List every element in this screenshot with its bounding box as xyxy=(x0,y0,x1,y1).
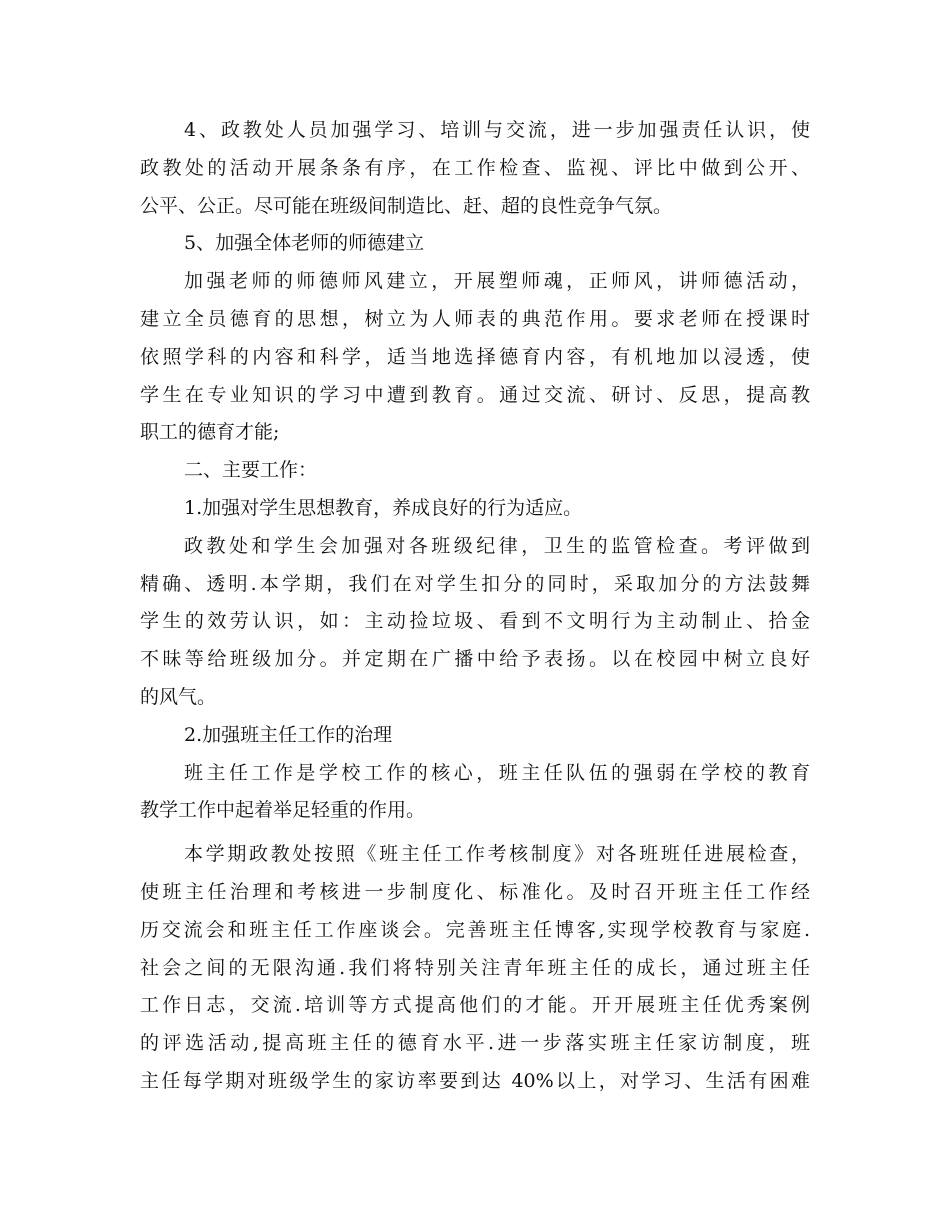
text-line: 政教处的活动开展条条有序，在工作检查、监视、评比中做到公开、 xyxy=(140,156,810,179)
text-line: 主任每学期对班级学生的家访率要到达 40%以上，对学习、生活有困难 xyxy=(140,1069,810,1092)
text-line: 使班主任治理和考核进一步制度化、标准化。及时召开班主任工作经 xyxy=(140,880,810,903)
text-line: 加强老师的师德师风建立，开展塑师魂，正师风，讲师德活动， xyxy=(184,270,810,293)
text-line: 本学期政教处按照《班主任工作考核制度》对各班班任进展检查， xyxy=(184,843,810,866)
text-line: 建立全员德育的思想，树立为人师表的典范作用。要求老师在授课时 xyxy=(140,307,810,330)
text-line: 班主任工作是学校工作的核心，班主任队伍的强弱在学校的教育 xyxy=(184,761,810,784)
text-line: 公平、公正。尽可能在班级间制造比、赶、超的良性竞争气氛。 xyxy=(140,194,673,217)
section-heading: 5、加强全体老师的师德建立 xyxy=(184,232,425,255)
text-line: 历交流会和班主任工作座谈会。完善班主任博客,实现学校教育与家庭. xyxy=(140,918,810,941)
text-line: 的风气。 xyxy=(140,685,217,708)
text-line: 依照学科的内容和科学，适当地选择德育内容，有机地加以浸透，使 xyxy=(140,345,810,368)
text-line: 政教处和学生会加强对各班级纪律，卫生的监管检查。考评做到 xyxy=(184,534,810,557)
text-line: 工作日志，交流.培训等方式提高他们的才能。开开展班主任优秀案例 xyxy=(140,994,810,1017)
document-body xyxy=(140,112,810,1101)
text-line: 教学工作中起着举足轻重的作用。 xyxy=(140,799,426,822)
text-line: 职工的德育才能; xyxy=(140,421,280,444)
section-heading: 二、主要工作： xyxy=(184,459,318,482)
text-line: 学生的效劳认识，如：主动捡垃圾、看到不文明行为主动制止、拾金 xyxy=(140,610,810,633)
text-line: 精确、透明.本学期，我们在对学生扣分的同时，采取加分的方法鼓舞 xyxy=(140,572,810,595)
text-line: 不昧等给班级加分。并定期在广播中给予表扬。以在校园中树立良好 xyxy=(140,648,810,671)
subsection-heading: 2.加强班主任工作的治理 xyxy=(184,723,393,746)
text-line: 的评选活动,提高班主任的德育水平.进一步落实班主任家访制度，班 xyxy=(140,1032,810,1055)
text-line: 学生在专业知识的学习中遭到教育。通过交流、研讨、反思，提高教 xyxy=(140,383,810,406)
subsection-heading: 1.加强对学生思想教育，养成良好的行为适应。 xyxy=(184,496,583,519)
text-line: 4、政教处人员加强学习、培训与交流，进一步加强责任认识，使 xyxy=(184,119,810,141)
text-line: 社会之间的无限沟通.我们将特别关注青年班主任的成长，通过班主任 xyxy=(140,956,810,979)
